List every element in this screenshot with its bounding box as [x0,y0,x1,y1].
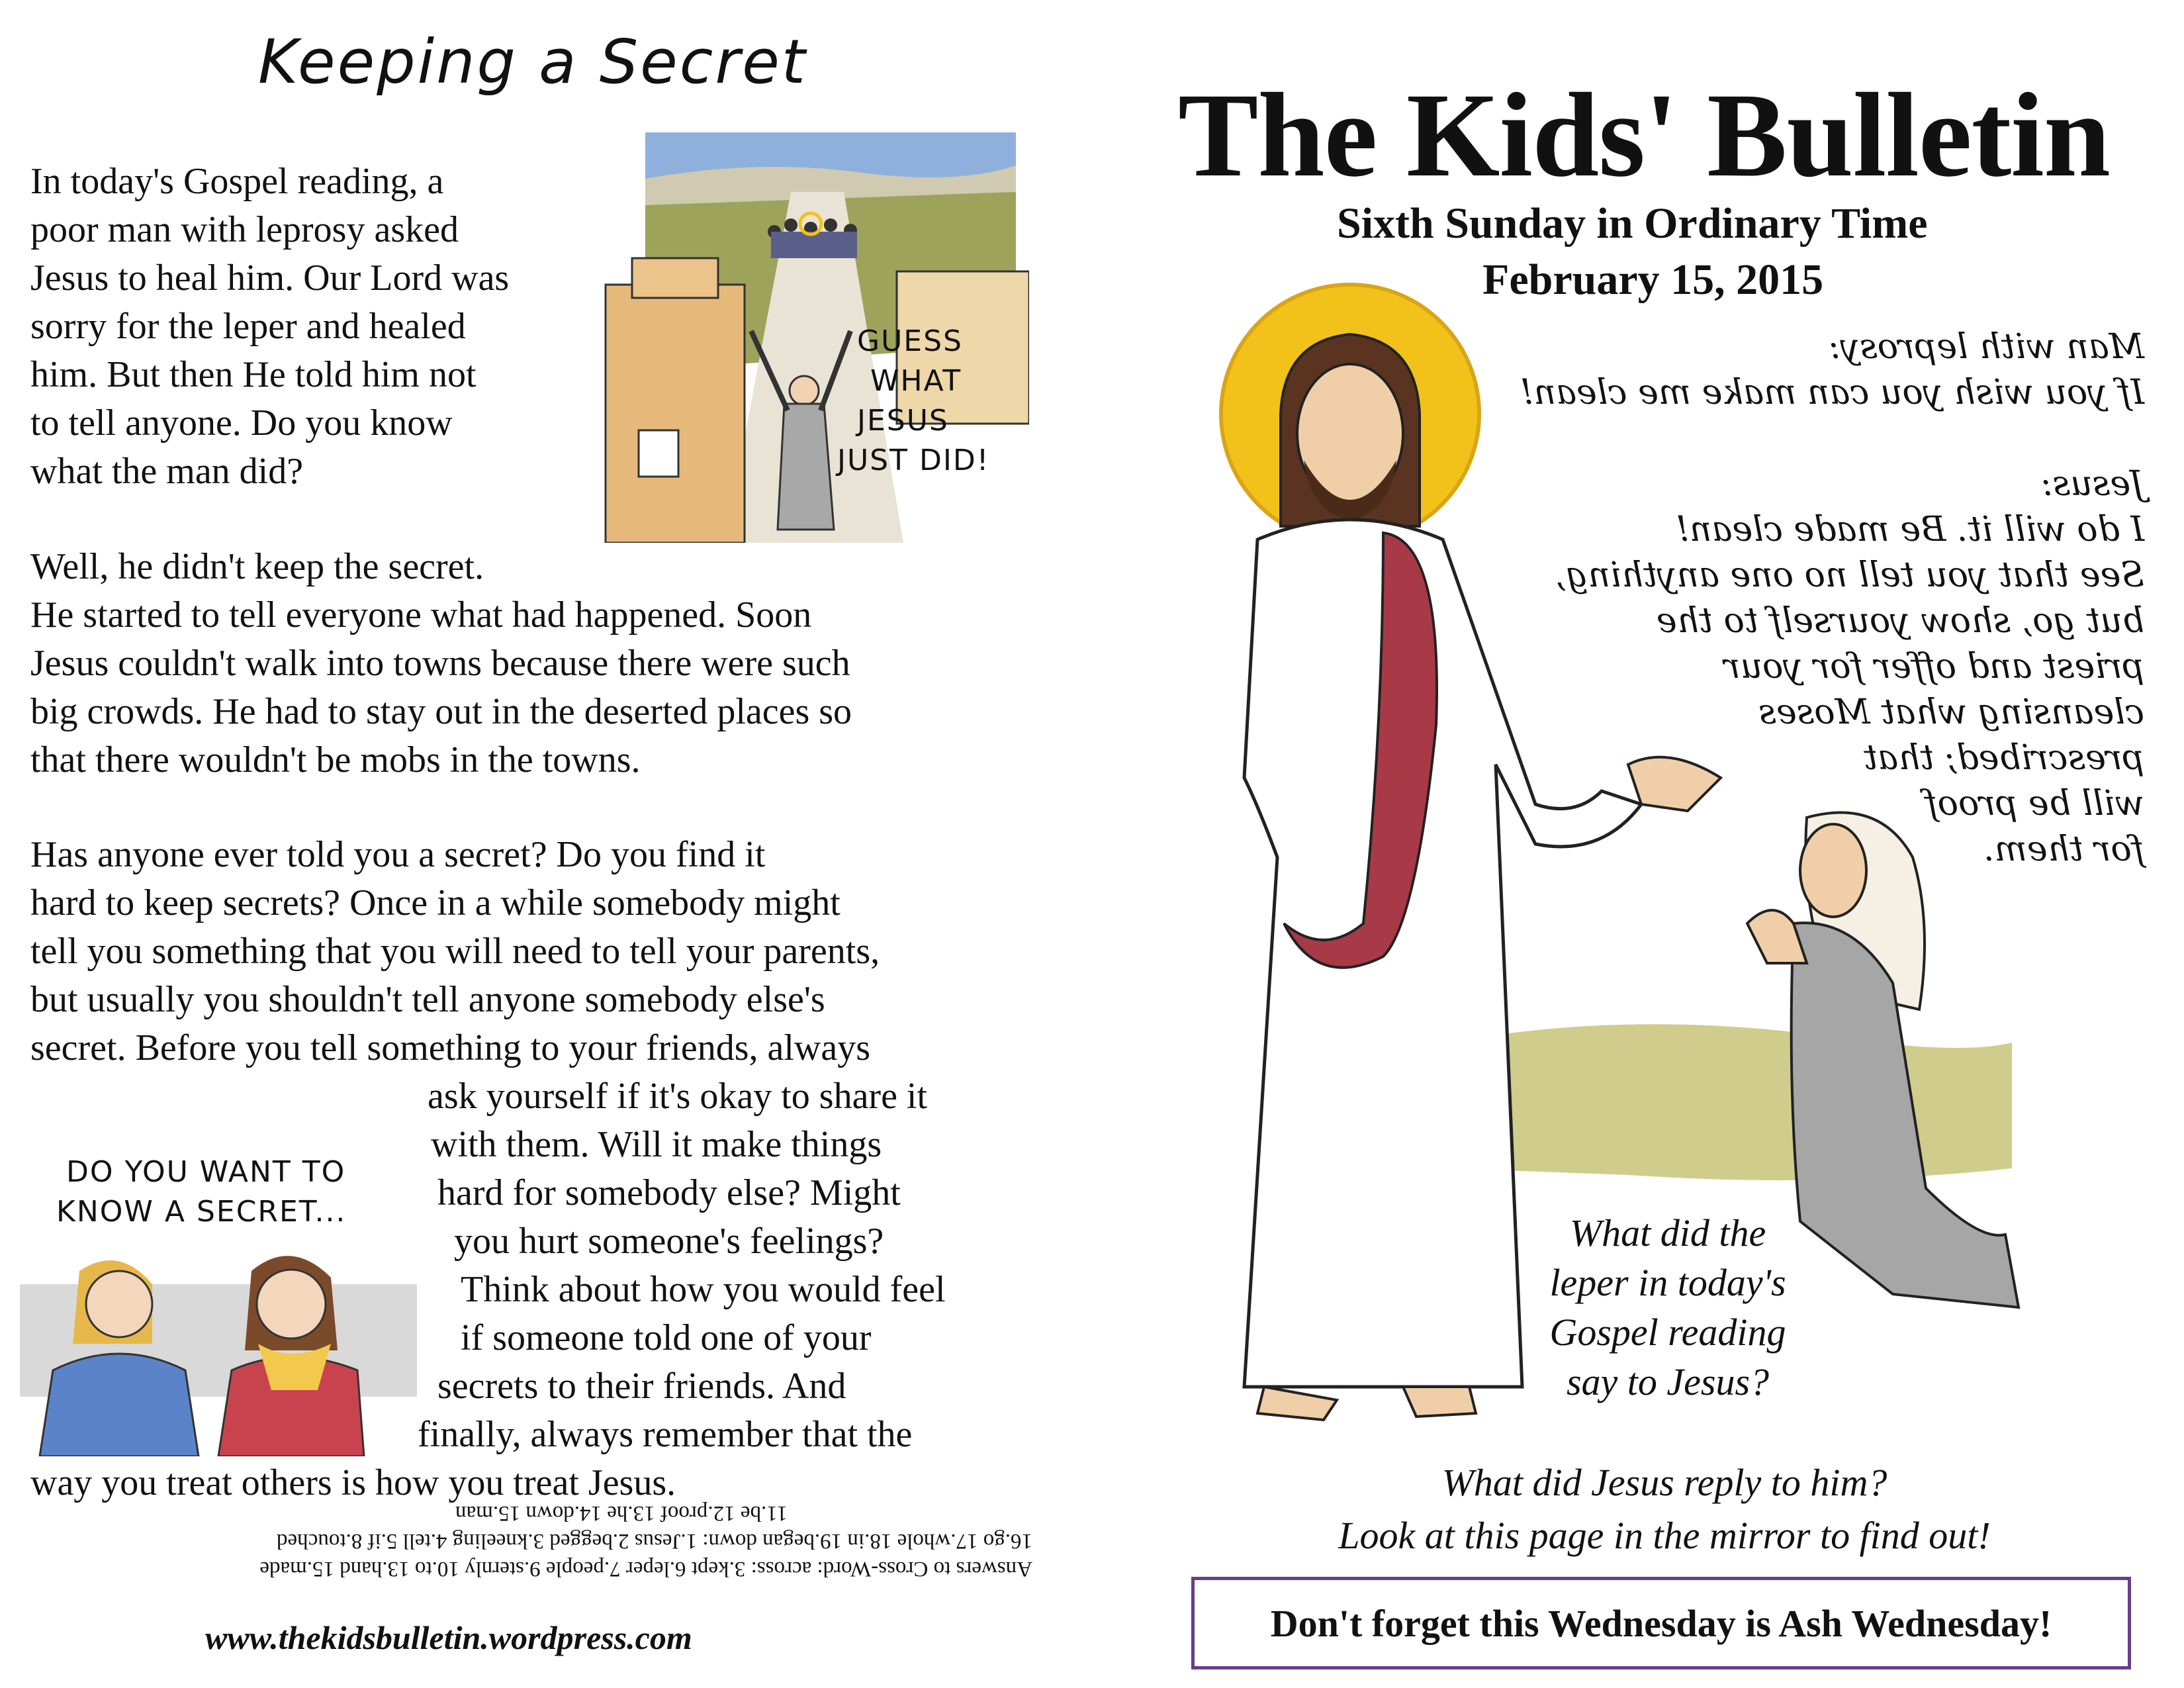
ash-wednesday-notice [1191,1577,2131,1669]
question-line: Look at this page in the mirror to find out! [1338,1514,1991,1557]
text-line: big crowds. He had to stay out in the deserted places so [30,691,852,732]
text-line: him. But then He told him not [30,354,477,395]
text-line: Well, he didn't keep the secret. [30,546,484,587]
notice-text: Don't forget this Wednesday is Ash Wednesday! [1270,1601,2052,1645]
question-line: Gospel reading [1549,1311,1786,1354]
question-line: What did the [1569,1211,1766,1254]
mirror-line: but go, show yourself to the [1656,601,2144,641]
caption-line: JESUS [857,404,949,438]
house-roof [632,258,718,298]
question-line: say to Jesus? [1566,1360,1770,1403]
text-line: sorry for the leper and healed [30,306,466,347]
text-line: hard to keep secrets? Once in a while somebody might [30,882,841,923]
text-line: with them. Will it make things [431,1124,882,1165]
text-line: secrets to their friends. And [437,1366,846,1407]
mirror-line: priest and offer for your [1723,647,2144,686]
text-line: tell you something that you will need to tell your parents, [30,931,880,972]
question-line: leper in today's [1549,1261,1786,1304]
article-title: Keeping a Secret [258,26,807,97]
text-line: Jesus to heal him. Our Lord was [30,258,510,299]
caption-line: WHAT [870,364,962,398]
answers-line: 11.be 12.proof 13.he 14.down 15.man [455,1501,788,1525]
mirror-line: Man with leprosy: [1829,327,2144,367]
text-line: ask yourself if it's okay to share it [428,1076,928,1117]
text-line: hard for somebody else? Might [437,1172,901,1213]
text-line: secret. Before you tell something to your friends, always [30,1027,870,1068]
mirror-line: cleansing what Moses [1758,692,2144,732]
leper-question [1522,1208,1813,1407]
text-line: In today's Gospel reading, a [30,161,444,202]
caption-line: JUST DID! [837,444,990,477]
feet [1257,1387,1476,1420]
paragraph-1 [30,158,509,496]
town-illustration [592,132,1029,543]
grass-patch [1449,1024,2012,1180]
house-left [606,285,745,543]
mirror-line: for them. [1983,829,2144,869]
caption-line: KNOW A SECRET... [56,1195,347,1229]
mirror-line: I do will it. Be made clean! [1675,510,2144,549]
text-line: Jesus couldn't walk into towns because there were such [30,643,850,684]
caption-line: DO YOU WANT TO [66,1155,346,1189]
mirror-line: will be proof [1925,784,2144,823]
crossword-answers [86,1499,1032,1583]
jesus-reply-question [1257,1456,2071,1562]
mirrored-dialogue [1423,324,2144,872]
text-line: way you treat others is how you treat Jesus. [30,1462,676,1503]
text-line: poor man with leprosy asked [30,209,459,250]
text-line: finally, always remember that the [418,1414,913,1455]
mirror-line [1423,416,2144,461]
question-line: What did Jesus reply to him? [1441,1461,1888,1504]
mirror-line: See that you tell no one anything, [1555,555,2144,595]
window [639,430,678,477]
answers-line: 16.go 17.whole 18.in 19.began down: 1.Jesus 2.begged 3.kneeling 4.tell 5.if 8.touched [277,1529,1032,1553]
liturgical-day: Sixth Sunday in Ordinary Time [1337,199,1928,248]
text-line: to tell anyone. Do you know [30,402,453,444]
mirror-line: prescribed; that [1864,738,2144,778]
text-line: He started to tell everyone what had happened. Soon [30,594,812,635]
mirror-line: Jesus: [2041,464,2144,504]
bulletin-date: February 15, 2015 [1482,256,1824,304]
girls-illustration [20,1152,417,1456]
text-line: you hurt someone's feelings? [454,1221,884,1262]
text-line: what the man did? [30,451,304,492]
text-line: that there wouldn't be mobs in the towns. [30,739,641,780]
bulletin-title: The Kids' Bulletin [1178,69,2111,202]
text-line: Think about how you would feel [461,1269,946,1310]
caption-line: GUESS [857,324,963,358]
mirror-line: If you wish you can make me clean! [1520,373,2144,412]
girls-caption [56,1155,346,1229]
text-line: but usually you shouldn't tell anyone somebody else's [30,979,825,1020]
text-line: Has anyone ever told you a secret? Do you find it [30,834,766,875]
website-link[interactable]: www.thekidsbulletin.wordpress.com [205,1619,692,1656]
answers-line: Answers to Cross-Word: across: 3.kept 6.leper 7.people 9.sternly 10.to 13.hand 15.made [259,1557,1032,1581]
text-line: if someone told one of your [461,1317,872,1358]
paragraph-2 [30,543,852,784]
